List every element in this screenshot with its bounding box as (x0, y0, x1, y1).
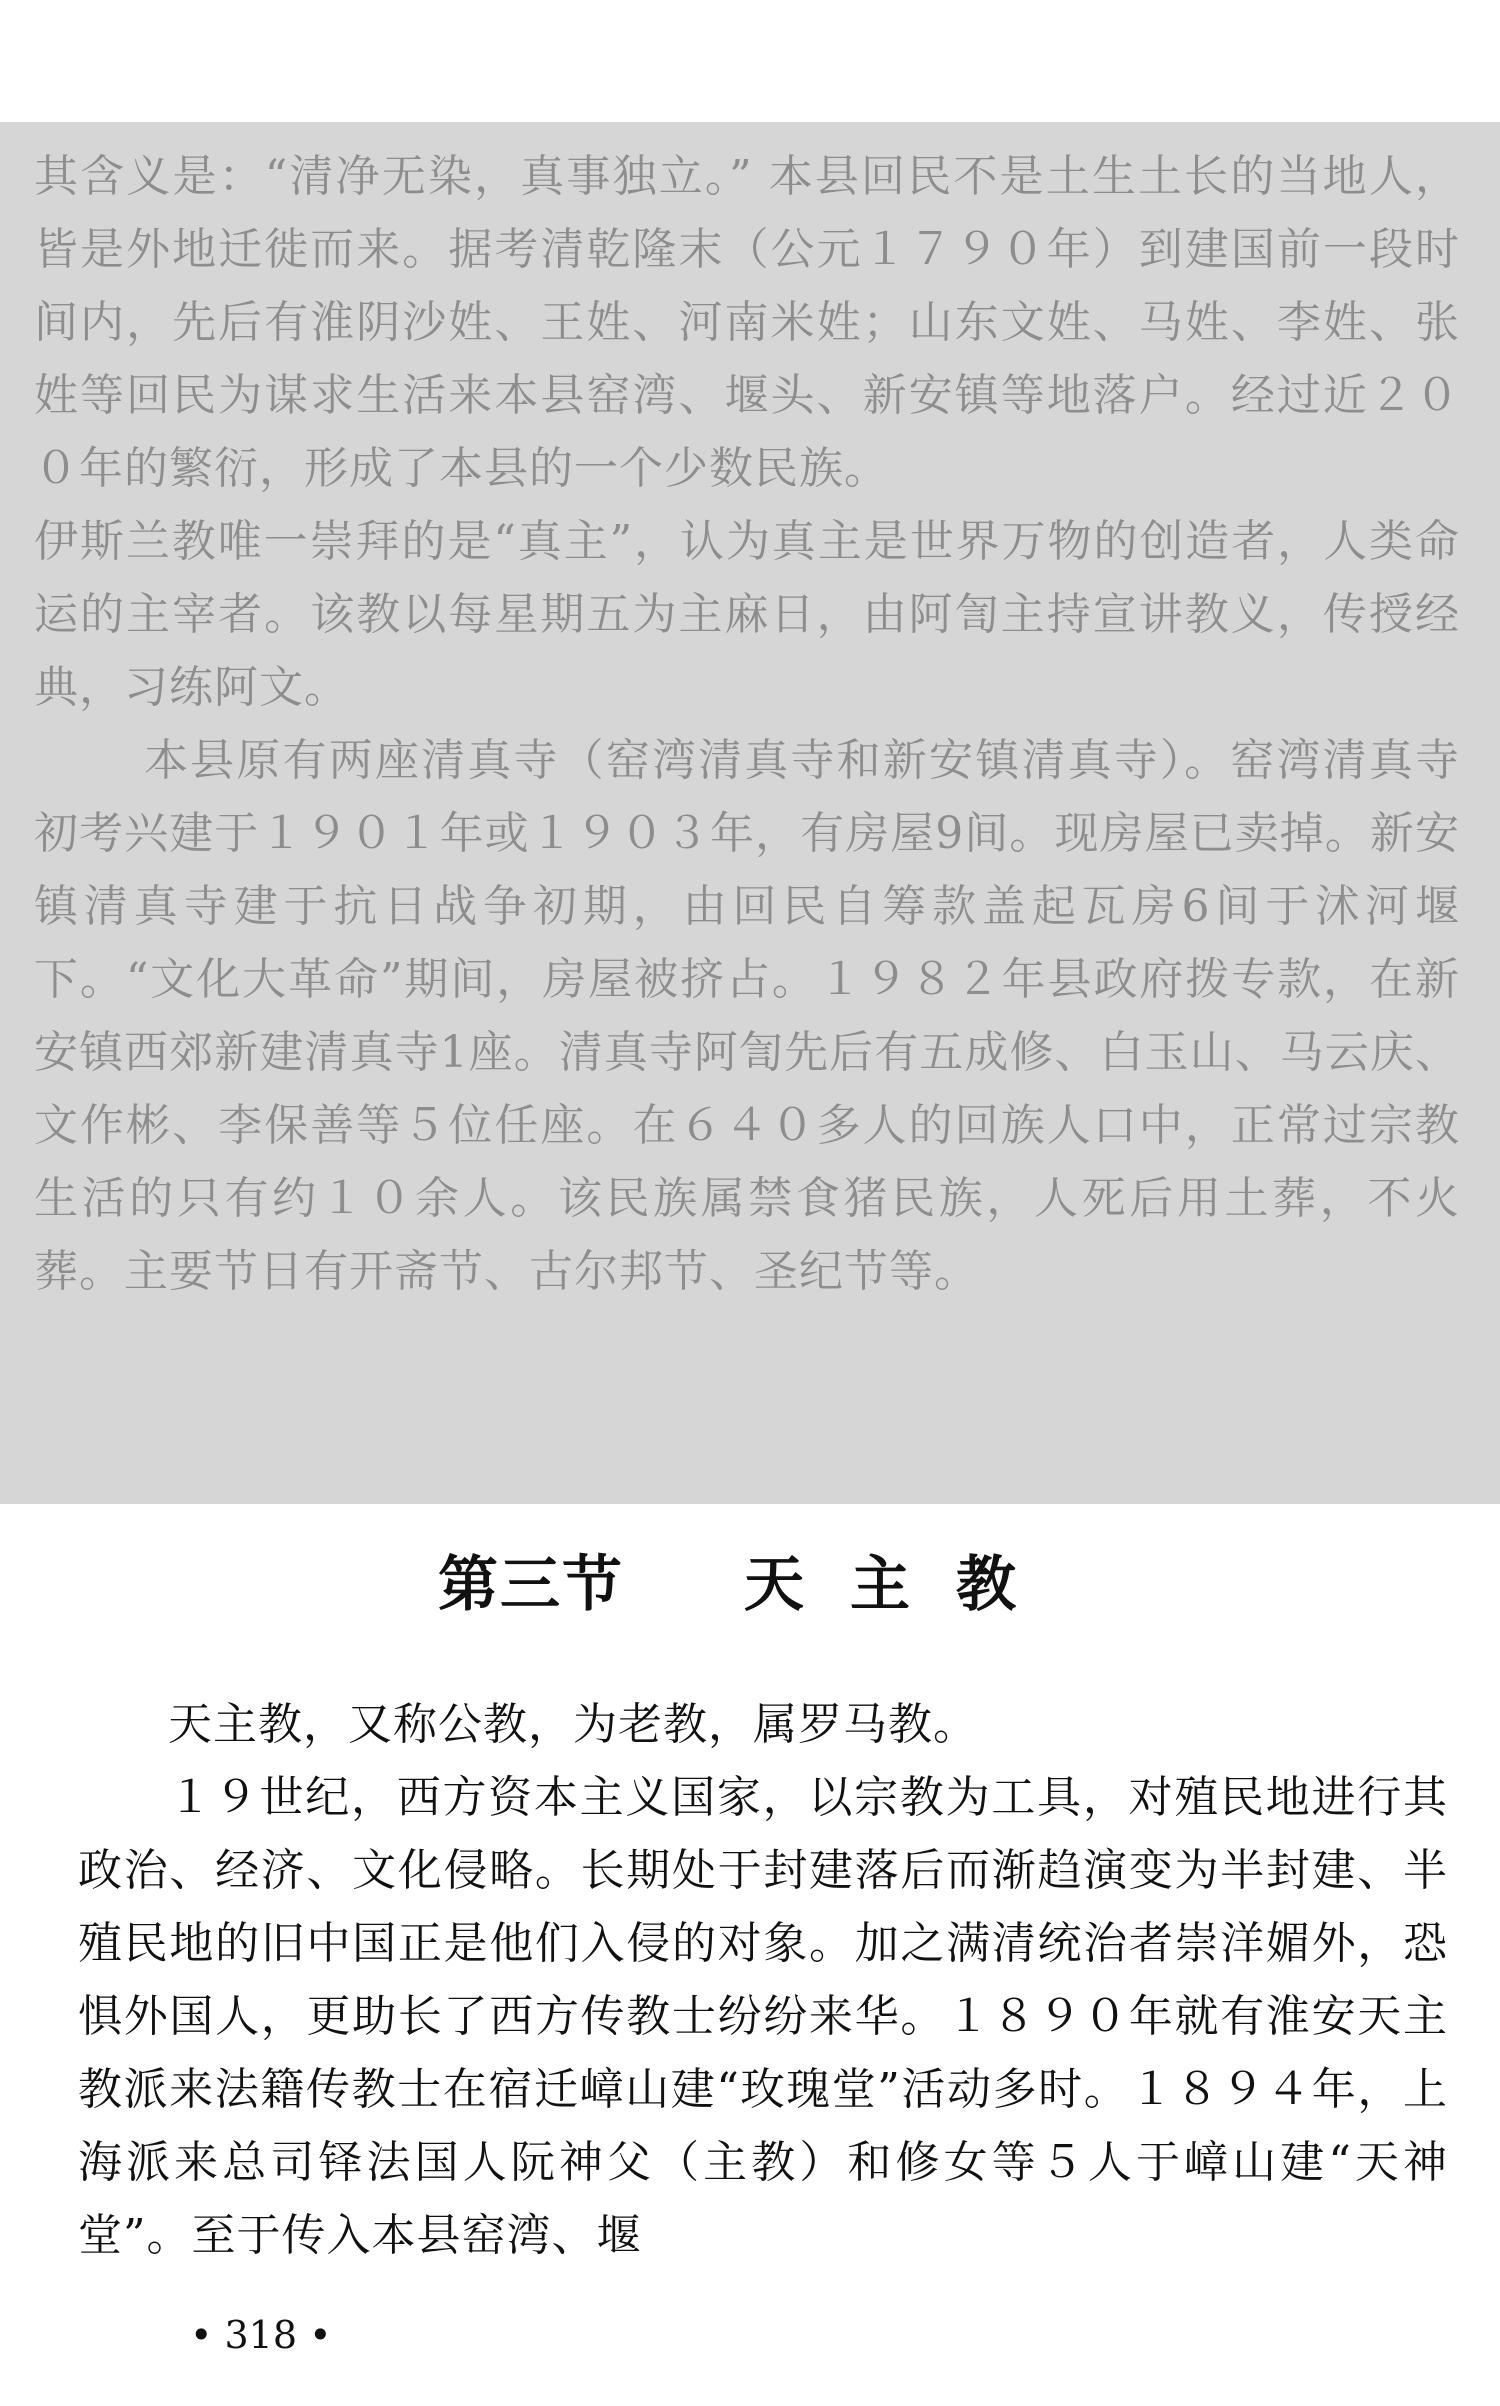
body-text-block (78, 1688, 1448, 2272)
section-heading (0, 1545, 1500, 1625)
upper-paragraph-3: 本县原有两座清真寺（窑湾清真寺和新安镇清真寺）。窑湾清真寺初考兴建于１９０１年或１９０３年，有房屋9间。现房屋已卖掉。新安镇清真寺建于抗日战争初期，由回民自筹款盖起瓦房6间于沭河堰下。“文化大革命”期间，房屋被挤占。１９８２年县政府拨专款，在新安镇西郊新建清真寺1座。清真寺阿訇先后有五成修、白玉山、马云庆、文作彬、李保善等５位任座。在６４０多人的回族人口中，正常过宗教生活的只有约１０余人。该民族属禁食猪民族，人死后用土葬，不火葬。主要节日有开斋节、古尔邦节、圣纪节等。 (34, 735, 1460, 1297)
body-paragraph-1: 天主教，又称公教，为老教，属罗马教。 (168, 1699, 978, 1750)
shaded-text-block (0, 122, 1500, 1504)
upper-paragraph-1: 其含义是：“清净无染，真事独立。” 本县回民不是土生土长的当地人，皆是外地迁徙而来。据考清乾隆末（公元１７９０年）到建国前一段时间内，先后有淮阴沙姓、王姓、河南米姓；山东文姓、马姓、李姓、张姓等回民为谋求生活来本县窑湾、堰头、新安镇等地落户。经过近２００年的繁衍，形成了本县的一个少数民族。 (34, 151, 1460, 494)
section-name: 天主教 (744, 1550, 1062, 1620)
upper-paragraph-2: 伊斯兰教唯一崇拜的是“真主”，认为真主是世界万物的创造者，人类命运的主宰者。该教以每星期五为主麻日，由阿訇主持宣讲教义，传授经典，习练阿文。 (34, 516, 1460, 713)
section-number: 第三节 (438, 1550, 624, 1620)
body-paragraph-2: １９世纪，西方资本主义国家，以宗教为工具，对殖民地进行其政治、经济、文化侵略。长期处于封建落后而渐趋演变为半封建、半殖民地的旧中国正是他们入侵的对象。加之满清统治者崇洋媚外，恐惧外国人，更助长了西方传教士纷纷来华。１８９０年就有淮安天主教派来法籍传教士在宿迁嶂山建“玫瑰堂”活动多时。１８９４年，上海派来总司铎法国人阮神父（主教）和修女等５人于嶂山建“天神堂”。至于传入本县窑湾、堰 (78, 1772, 1448, 2261)
page-number: • 318 • (190, 2313, 332, 2357)
